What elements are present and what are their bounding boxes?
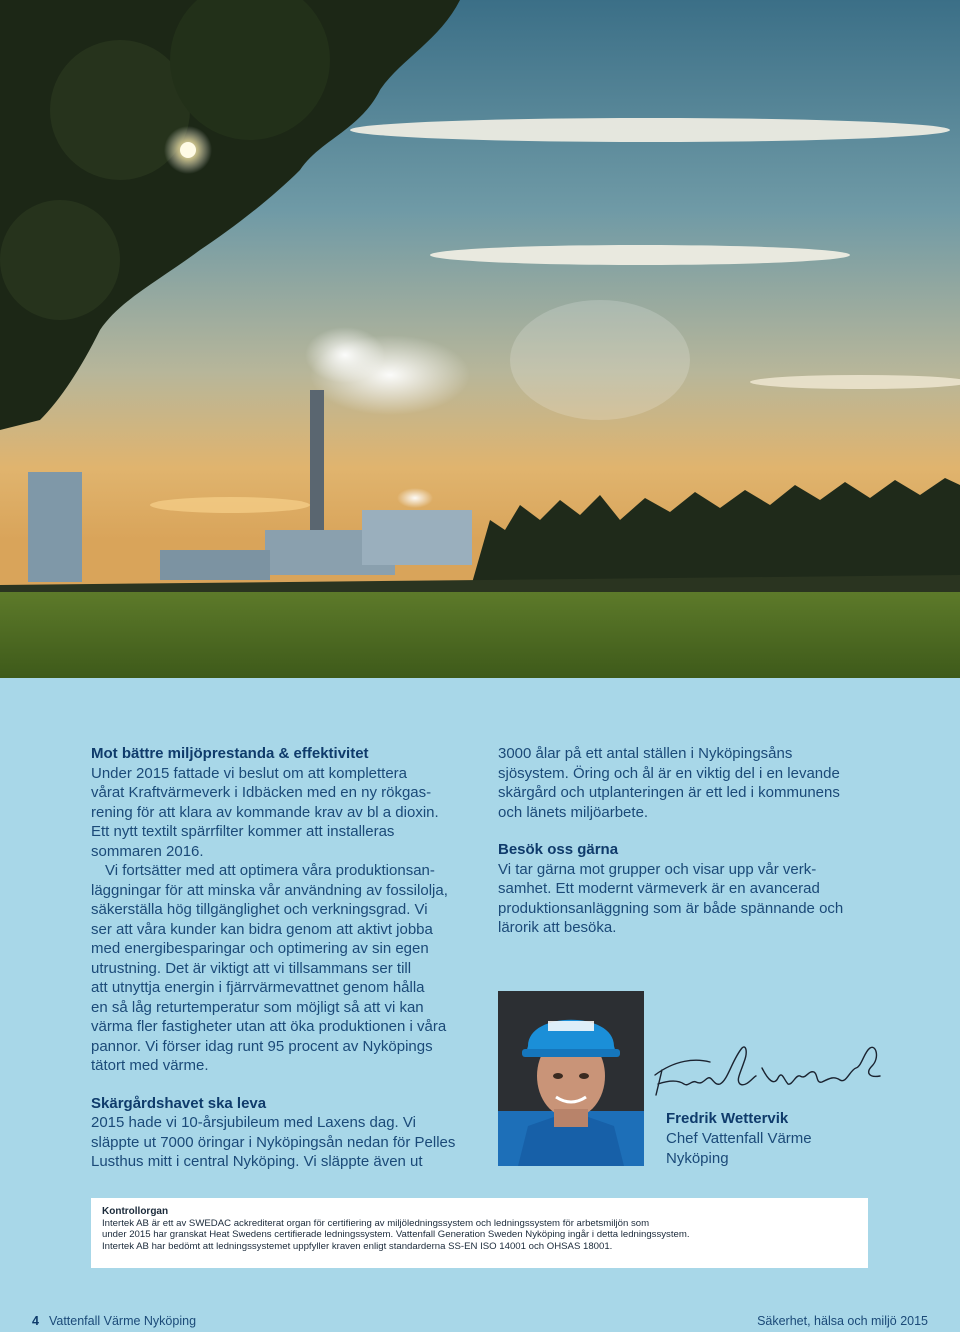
- footer-left: [32, 1314, 196, 1328]
- text-line: släppte ut 7000 öringar i Nyköpingsån nedan för Pelles: [91, 1133, 456, 1151]
- text-line: 2015 hade vi 10-årsjubileum med Laxens dag. Vi: [91, 1114, 416, 1131]
- section-paragraph: [91, 861, 471, 1076]
- text-line: säkerställa hög tillgänglighet och verkningsgrad. Vi: [91, 901, 428, 918]
- text-line: Under 2015 fattade vi beslut om att komplettera: [91, 764, 408, 782]
- left-column: [91, 744, 471, 1172]
- signatory-title: [666, 1129, 812, 1168]
- footer-publication: Vattenfall Värme Nyköping: [48, 1314, 197, 1328]
- text-line: Lusthus mitt i central Nyköping. Vi släppte även ut: [91, 1153, 423, 1170]
- text-line: Vi tar gärna mot grupper och visar upp vår verk-: [498, 860, 817, 878]
- text-line: produktionsanläggning som är både spännande och: [498, 899, 844, 917]
- info-box-line: under 2015 har granskat Heat Swedens certifierade ledningssystem. Vattenfall Generation Sweden Nyköping ingår i detta ledningssystem.: [102, 1229, 690, 1241]
- text-line: en så låg returtemperatur som möjligt så att vi kan: [91, 998, 424, 1016]
- info-box-line: Intertek AB är ett av SWEDAC ackrediterat organ för certifiering av miljöledningssystem och ledningssystem för arbetsmiljön som: [102, 1217, 650, 1229]
- signatory-name: Fredrik Wettervik: [666, 1110, 789, 1127]
- handwritten-signature: [650, 1040, 890, 1100]
- right-column: [498, 744, 868, 938]
- section-heading-environment: Mot bättre miljöprestanda & effektivitet: [91, 745, 369, 762]
- title-line: Nyköping: [666, 1149, 729, 1167]
- section-paragraph: [91, 764, 471, 862]
- text-line: sjösystem. Öring och ål är en viktig del i en levande: [498, 764, 840, 782]
- page-number: 4: [32, 1314, 39, 1328]
- portrait-photo: [498, 991, 644, 1166]
- section-paragraph: [91, 1113, 471, 1172]
- section-heading-visit: Besök oss gärna: [498, 841, 619, 858]
- text-line: att utnyttja energin i fjärrvärmevattnet genom hålla: [91, 979, 425, 996]
- text-line: läggningar för att minska vår användning av fossilolja,: [91, 881, 448, 899]
- text-line: tätort med värme.: [91, 1057, 209, 1074]
- text-line: Vi fortsätter med att optimera våra produktionsan-: [105, 862, 435, 879]
- text-line: vårat Kraftvärmeverk i Idbäcken med en ny rökgas-: [91, 784, 432, 801]
- text-line: pannor. Vi förser idag runt 95 procent av Nyköpings: [91, 1037, 433, 1055]
- footer-right: Säkerhet, hälsa och miljö 2015: [757, 1314, 928, 1328]
- text-line: och länets miljöarbete.: [498, 803, 649, 821]
- info-box-line: Intertek AB har bedömt att ledningssystemet uppfyller kraven enligt standarderna SS-EN ISO 14001 och OHSAS 18001.: [102, 1240, 613, 1252]
- section-heading-archipelago: Skärgårdshavet ska leva: [91, 1094, 267, 1112]
- text-line: med energibesparingar och optimering av sin egen: [91, 940, 429, 957]
- text-line: ser att våra kunder kan bidra genom att aktivt jobba: [91, 920, 433, 938]
- section-paragraph: [498, 860, 868, 938]
- text-line: lärorik att besöka.: [498, 919, 617, 936]
- info-box-title: Kontrollorgan: [102, 1206, 169, 1217]
- text-line: Ett nytt textilt spärrfilter kommer att installeras: [91, 823, 395, 840]
- text-line: värma fler fastigheter utan att öka produktionen i våra: [91, 1018, 447, 1035]
- text-line: sommaren 2016.: [91, 842, 204, 860]
- info-box-kontrollorgan: [91, 1198, 868, 1268]
- section-paragraph: [498, 744, 868, 822]
- title-line: Chef Vattenfall Värme: [666, 1130, 812, 1147]
- text-line: samhet. Ett modernt värmeverk är en avancerad: [498, 880, 820, 897]
- text-line: skärgård och utplanteringen är ett led i kommunens: [498, 784, 840, 801]
- text-line: rening för att klara av kommande krav av bl a dioxin.: [91, 803, 439, 821]
- text-line: 3000 ålar på ett antal ställen i Nyköpingsåns: [498, 745, 793, 762]
- text-line: utrustning. Det är viktigt att vi tillsammans ser till: [91, 959, 412, 977]
